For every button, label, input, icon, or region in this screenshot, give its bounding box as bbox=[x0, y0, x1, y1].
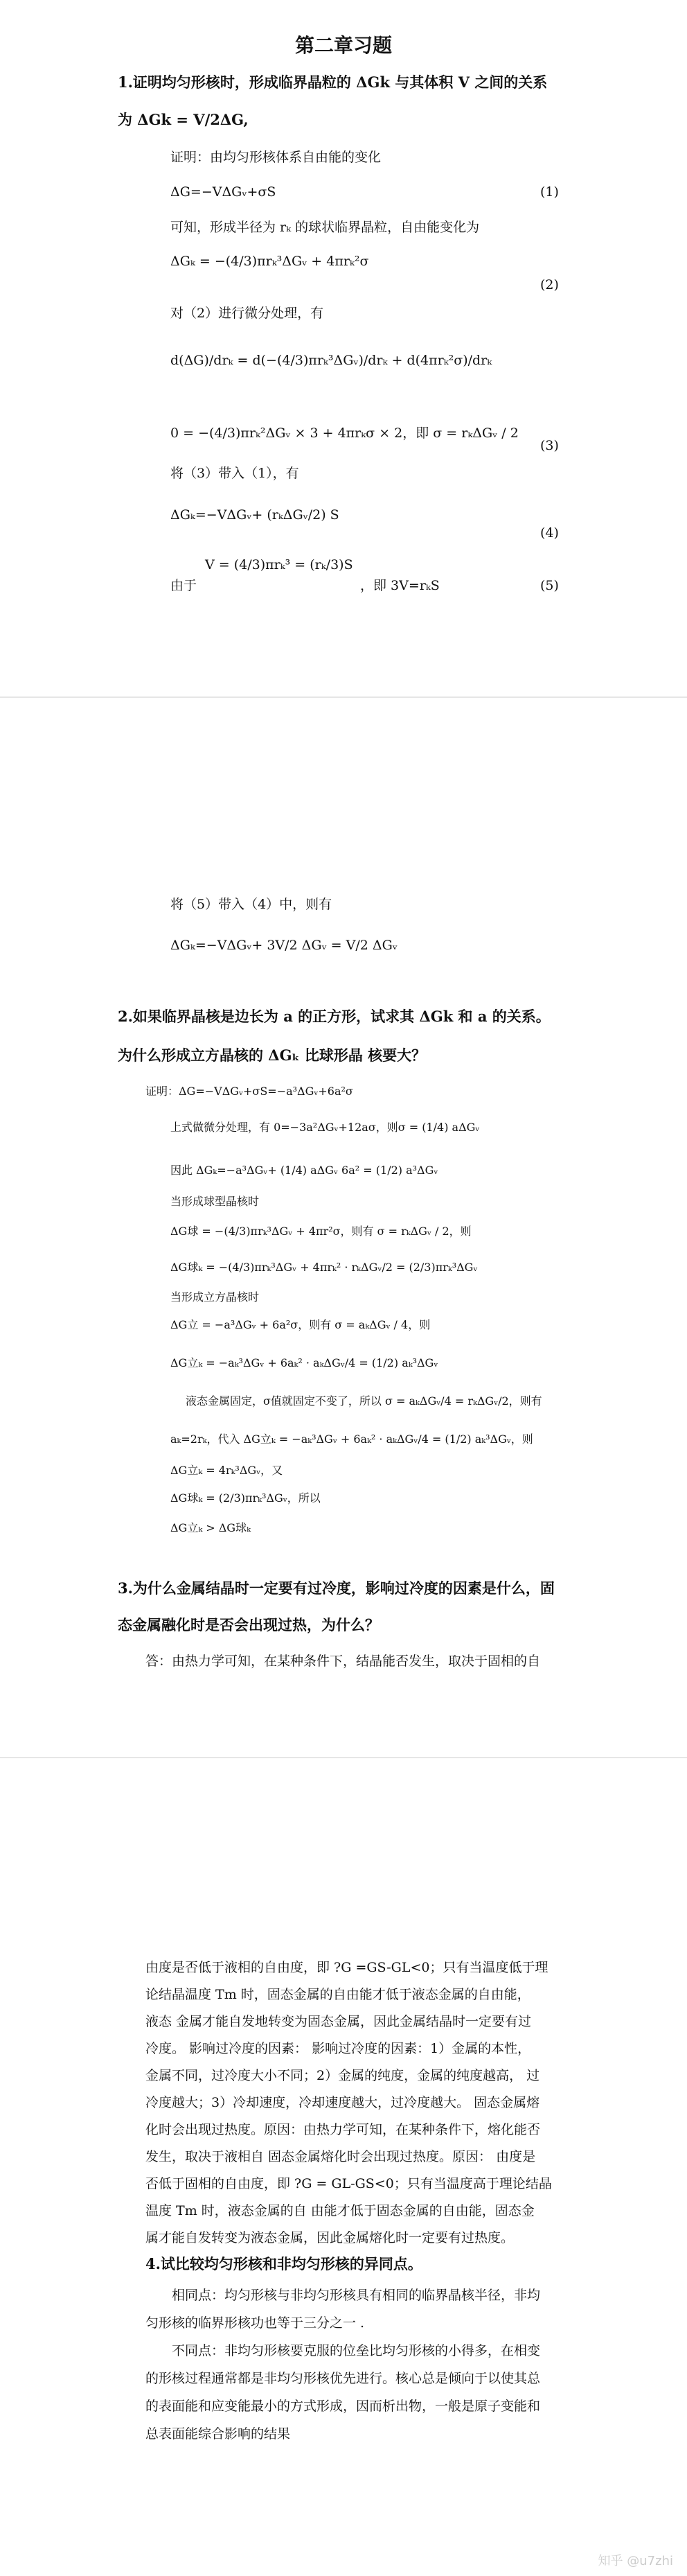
q1-eq5: ΔGₖ=−VΔGᵥ+ (rₖΔGᵥ/2) S bbox=[170, 507, 339, 523]
q1-heading-line1: 1.证明均匀形核时，形成临界晶粒的 ΔGk 与其体积 V 之间的关系 bbox=[118, 73, 548, 91]
q1-eq6-result: ，即 3V=rₖS bbox=[360, 578, 440, 593]
q3-body-line: 冷度。 影响过冷度的因素： 影响过冷度的因素：1）金属的本性， bbox=[145, 2041, 531, 2056]
watermark: 知乎 @u7zhi bbox=[598, 2554, 673, 2568]
q1-eq7: ΔGₖ=−VΔGᵥ+ 3V/2 ΔGᵥ = V/2 ΔGᵥ bbox=[170, 938, 398, 953]
q2-line: ΔG立ₖ = 4rₖ³ΔGᵥ，又 bbox=[170, 1464, 283, 1477]
q3-heading-line2: 态金属融化时是否会出现过热，为什么？ bbox=[118, 1616, 380, 1633]
q1-eq1-number: (1) bbox=[540, 184, 559, 200]
q1-eq1: ΔG=−VΔGᵥ+σS bbox=[170, 184, 276, 200]
q2-heading-line1: 2.如果临界晶核是边长为 a 的正方形，试求其 ΔGk 和 a 的关系。 bbox=[118, 1008, 551, 1025]
q2-line: 因此 ΔGₖ=−a³ΔGᵥ+ (1/4) aΔGᵥ 6a² = (1/2) a³ΔGᵥ bbox=[170, 1164, 438, 1177]
q1-text7: 将（5）带入（4）中，则有 bbox=[170, 897, 332, 912]
q3-body-line: 由度是否低于液相的自由度，即 ?G =GS-GL<0；只有当温度低于理 bbox=[145, 1960, 548, 1975]
q1-eq4: 0 = −(4/3)πrₖ²ΔGᵥ × 3 + 4πrₖσ × 2，即 σ = rₖΔGᵥ / 2 bbox=[170, 426, 519, 441]
q1-eq2: ΔGₖ = −(4/3)πrₖ³ΔGᵥ + 4πrₖ²σ bbox=[170, 254, 369, 269]
q2-line: ΔG立ₖ = −aₖ³ΔGᵥ + 6aₖ² · aₖΔGᵥ/4 = (1/2) aₖ³ΔGᵥ bbox=[170, 1356, 438, 1369]
q1-eq3: d(ΔG)/drₖ = d(−(4/3)πrₖ³ΔGᵥ)/drₖ + d(4πrₖ²σ)/drₖ bbox=[170, 353, 492, 368]
q4-line: 不同点：非均匀形核要克服的位垒比均匀形核的小得多，在相变 bbox=[172, 2343, 541, 2358]
q2-line: ΔG球ₖ = −(4/3)πrₖ³ΔGᵥ + 4πrₖ² · rₖΔGᵥ/2 = (2/3)πrₖ³ΔGᵥ bbox=[170, 1261, 478, 1274]
q3-body-line: 金属不同，过冷度大小不同；2）金属的纯度，金属的纯度越高， 过 bbox=[145, 2068, 540, 2083]
q2-line: ΔG立ₖ > ΔG球ₖ bbox=[170, 1521, 251, 1534]
q1-eq6: V = (4/3)πrₖ³ = (rₖ/3)S bbox=[205, 557, 353, 572]
q4-line: 的表面能和应变能最小的方式形成，因而析出物，一般是原子变能和 bbox=[145, 2399, 541, 2414]
q2-line: 证明：ΔG=−VΔGᵥ+σS=−a³ΔGᵥ+6a²σ bbox=[145, 1085, 353, 1098]
q1-text2: 可知，形成半径为 rₖ 的球状临界晶粒，自由能变化为 bbox=[170, 220, 480, 235]
q4-line: 总表面能综合影响的结果 bbox=[145, 2426, 291, 2442]
q4-heading: 4.试比较均匀形核和非均匀形核的异同点。 bbox=[145, 2255, 422, 2272]
q1-eq4-number: (3) bbox=[540, 438, 559, 453]
q3-body-line: 冷度越大；3）冷却速度，冷却速度越大，过冷度越大。 固态金属熔 bbox=[145, 2095, 540, 2110]
q1-text5: 将（3）带入（1），有 bbox=[170, 466, 299, 481]
q3-body-line: 温度 Tm 时，液态金属的自 由能才低于固态金属的自由能，固态金 bbox=[145, 2203, 535, 2218]
q1-text3: 对（2）进行微分处理，有 bbox=[170, 306, 324, 321]
q2-heading-line2: 为什么形成立方晶核的 ΔGₖ 比球形晶 核要大？ bbox=[118, 1046, 427, 1064]
q3-body-line: 化时会出现过热度。原因：由热力学可知，在某种条件下，熔化能否 bbox=[145, 2122, 541, 2137]
q3-body-line: 发生，取决于液相自 固态金属熔化时会出现过热度。原因： 由度是 bbox=[145, 2149, 536, 2164]
q2-line: 液态金属固定，σ值就固定不变了，所以 σ = aₖΔGᵥ/4 = rₖΔGᵥ/2，则有 bbox=[186, 1394, 542, 1408]
q4-line: 的形核过程通常都是非均匀形核优先进行。核心总是倾向于以使其总 bbox=[145, 2371, 541, 2386]
q1-eq2-number: (2) bbox=[540, 277, 559, 292]
q3-body bbox=[145, 1954, 644, 2252]
q1-eq6-number: (5) bbox=[540, 578, 559, 593]
q3-body-line: 属才能自发转变为液态金属，因此金属熔化时一定要有过热度。 bbox=[145, 2230, 515, 2245]
q2-line: ΔG球ₖ = (2/3)πrₖ³ΔGᵥ，所以 bbox=[170, 1491, 321, 1505]
q3-answer-line1: 答：由热力学可知，在某种条件下，结晶能否发生，取决于固相的自 bbox=[145, 1654, 541, 1669]
q2-line: ΔG立 = −a³ΔGᵥ + 6a²σ，则有 σ = aₖΔGᵥ / 4，则 bbox=[170, 1318, 431, 1331]
page-2 bbox=[0, 698, 687, 1757]
q2-line: 上式做微分处理，有 0=−3a²ΔGᵥ+12aσ，则σ = (1/4) aΔGᵥ bbox=[170, 1121, 480, 1134]
q3-body-line: 否低于固相的自由度，即 ?G = GL-GS<0；只有当温度高于理论结晶 bbox=[145, 2176, 552, 2191]
q1-heading-line2: 为 ΔGk = V/2ΔG, bbox=[118, 111, 249, 128]
q3-body-line: 液态 金属才能自发地转变为固态金属，因此金属结晶时一定要有过 bbox=[145, 2014, 532, 2029]
q1-text6: 由于 bbox=[170, 578, 197, 593]
q4-line: 相同点：均匀形核与非均匀形核具有相同的临界晶核半径，非均 bbox=[172, 2288, 541, 2303]
q2-line: 当形成球型晶核时 bbox=[170, 1195, 260, 1208]
q4-body bbox=[145, 2281, 644, 2448]
page-1 bbox=[0, 0, 687, 696]
q3-body-line: 论结晶温度 Tm 时，固态金属的自由能才低于液态金属的自由能， bbox=[145, 1987, 530, 2002]
q2-line: aₖ=2rₖ，代入 ΔG立ₖ = −aₖ³ΔGᵥ + 6aₖ² · aₖΔGᵥ/4 = (1/2) aₖ³ΔGᵥ，则 bbox=[170, 1432, 533, 1446]
page-3 bbox=[0, 1758, 687, 2576]
q2-line: ΔG球 = −(4/3)πrₖ³ΔGᵥ + 4πr²σ，则有 σ = rₖΔGᵥ / 2，则 bbox=[170, 1225, 472, 1238]
q3-heading-line1: 3.为什么金属结晶时一定要有过冷度，影响过冷度的因素是什么，固 bbox=[118, 1579, 555, 1597]
q4-line: 匀形核的临界形核功也等于三分之一 . bbox=[145, 2315, 365, 2331]
chapter-title: 第二章习题 bbox=[294, 34, 392, 57]
q1-eq5-number: (4) bbox=[540, 525, 559, 541]
q2-line: 当形成立方晶核时 bbox=[170, 1290, 260, 1304]
q1-proof-intro: 证明：由均匀形核体系自由能的变化 bbox=[170, 150, 382, 165]
